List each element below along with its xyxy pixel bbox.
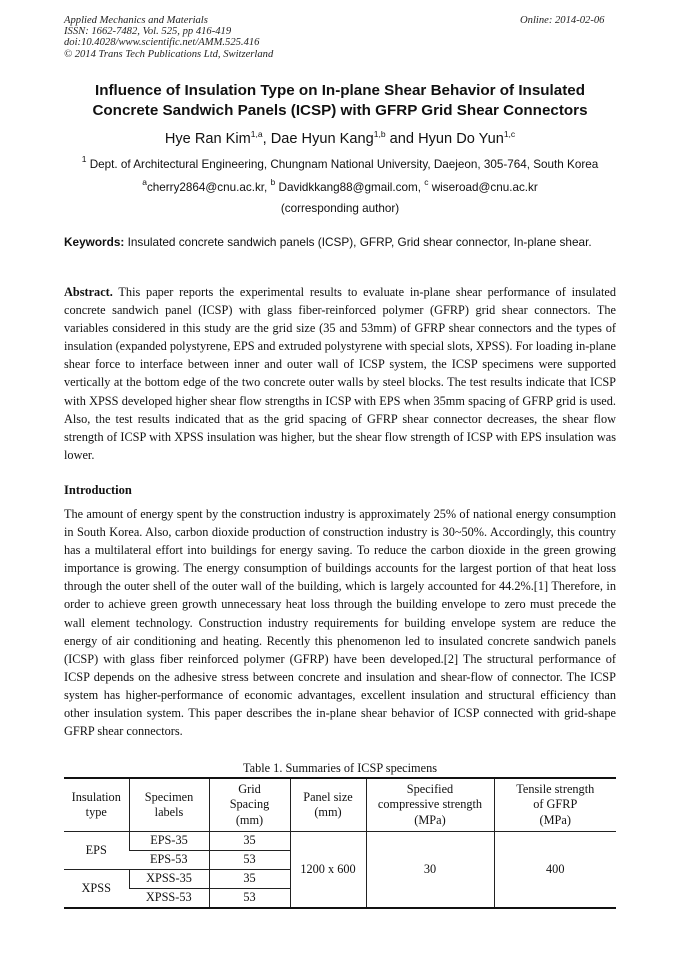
keywords-label: Keywords: (64, 235, 125, 249)
header-specimen-labels: Specimen labels (129, 778, 209, 832)
panel-size-cell: 1200 x 600 (290, 832, 366, 909)
introduction-text: The amount of energy spent by the construction industry is approximately 25% of national energy consumption in South Korea. Also, carbon dioxide production of construction industry is 30~50%. Accordingly, this country has a multilateral effort into buildings for energy saving. To reduce the carbon dioxide in the green growing importance is growing. The energy consumption of buildings accounts for the largest portion of that heat loss through the outer shell of the outer wall of the building, which is largely accounted for 44.2%.[1] Therefore, in order to achieve green growth unnecessary heat loss through the building envelope to zero must precede the wall element technology. Construction industry requirements for building envelope system are reduce the energy of air conditioning and heating. Recently this phenomenon led to insulated concrete sandwich panels (ICSP) with glass fiber reinforced polymer (GFRP) have been developed.[2] The structural performance of ICSP depends on the adhesive stress between concrete and insulation and shear-flow of connector. The ICSP system has higher-performance of economic advantages, excellent insulation and structural efficiency than other insulation system. This paper describes the in-plane shear behavior of ICSP connected with grid-shape GFRP shear connectors. (64, 507, 616, 739)
table-row (64, 832, 616, 851)
grid-spacing-cell: 53 (209, 889, 290, 909)
abstract-label: Abstract. (64, 285, 113, 299)
header-insulation-type: Insulation type (64, 778, 129, 832)
abstract-text: This paper reports the experimental results to evaluate in-plane shear performance of insulated concrete sandwich panel (ICSP) with glass fiber-reinforced polymer (GFRP) grid shear connectors. The variables considered in this study are the grid size (35 and 53mm) of GFRP shear connectors and the types of insulation (expanded polystyrene, EPS and extruded polystyrene with special slots, XPSS). For loading in-plane shear force to interface between inner and outer wall of ICSP system, the ICSP specimens were supported vertically at the bottom edge of the two concrete outer walls by steel blocks. The test results indicate that ICSP with XPSS developed higher shear flow strengths in ICSP with EPS when 35mm spacing of GFRP grid is used. Also, the test results indicated that as the grid spacing of GFRP shear connector decreases, the shear flow strength of ICSP with XPSS insulation was higher, but the shear flow strength of ICSP with EPS insulation was lower. (64, 285, 616, 462)
specimen-label-cell: XPSS-35 (129, 870, 209, 889)
author-affil-marker: 1,b (373, 129, 386, 139)
insulation-type-cell: EPS (64, 832, 129, 870)
journal-name: Applied Mechanics and Materials (64, 15, 208, 26)
header-tensile-strength: Tensile strength of GFRP (MPa) (494, 778, 616, 832)
email-marker: b (270, 177, 276, 187)
email-link[interactable]: Davidkkang88@gmail.com (278, 181, 418, 194)
journal-copyright: © 2014 Trans Tech Publications Ltd, Switzerland (64, 48, 274, 60)
compressive-strength-cell: 30 (366, 832, 494, 909)
introduction-heading: Introduction (64, 483, 132, 497)
journal-issn: ISSN: 1662-7482, Vol. 525, pp 416-419 (64, 26, 232, 38)
abstract (64, 283, 616, 464)
paper-title: Influence of Insulation Type on In-plane Shear Behavior of Insulated Concrete Sandwich Panels (ICSP) with GFRP Grid Shear Connectors (92, 82, 588, 119)
email-marker: a (142, 177, 147, 187)
journal-header (64, 15, 273, 60)
email-link[interactable]: cherry2864@cnu.ac.kr (146, 181, 265, 194)
grid-spacing-cell: 53 (209, 851, 290, 870)
author-list (64, 130, 616, 148)
table-caption: Table 1. Summaries of ICSP specimens (242, 761, 438, 775)
affiliation-text: Dept. of Architectural Engineering, Chungnam National University, Daejeon, 305-764, South Korea (89, 158, 599, 171)
specimen-label-cell: XPSS-53 (129, 889, 209, 909)
author-affil-marker: 1,c (503, 129, 516, 139)
author-name: Hyun Do Yun (418, 131, 504, 147)
specimen-label-cell: EPS-35 (129, 832, 209, 851)
email-separator: , (417, 181, 425, 194)
header-grid-spacing: Grid Spacing (mm) (209, 778, 290, 832)
email-list (64, 177, 616, 195)
table-header-row (64, 778, 616, 832)
author-name: Dae Hyun Kang (270, 131, 374, 147)
email-link[interactable]: wiseroad@cnu.ac.kr (431, 181, 538, 194)
keywords-text: Insulated concrete sandwich panels (ICSP), GFRP, Grid shear connector, In-plane shear. (127, 235, 592, 249)
insulation-type-cell: XPSS (64, 870, 129, 909)
affiliation (64, 154, 616, 172)
specimen-table (64, 777, 616, 909)
header-panel-size: Panel size (mm) (290, 778, 366, 832)
author-affil-marker: 1,a (250, 129, 263, 139)
grid-spacing-cell: 35 (209, 870, 290, 889)
affiliation-marker: 1 (81, 154, 87, 164)
author-name: Hye Ran Kim (164, 131, 251, 147)
author-separator: , (262, 131, 271, 147)
journal-doi: doi:10.4028/www.scientific.net/AMM.525.416 (64, 37, 260, 49)
grid-spacing-cell: 35 (209, 832, 290, 851)
keywords (64, 234, 616, 251)
email-separator: , (264, 181, 271, 194)
online-date: Online: 2014-02-06 (520, 15, 605, 26)
corresponding-note: (corresponding author) (280, 202, 400, 215)
header-compressive-strength: Specified compressive strength (MPa) (366, 778, 494, 832)
email-marker: c (424, 177, 429, 187)
specimen-label-cell: EPS-53 (129, 851, 209, 870)
tensile-strength-cell: 400 (494, 832, 616, 909)
author-separator: and (385, 131, 419, 147)
